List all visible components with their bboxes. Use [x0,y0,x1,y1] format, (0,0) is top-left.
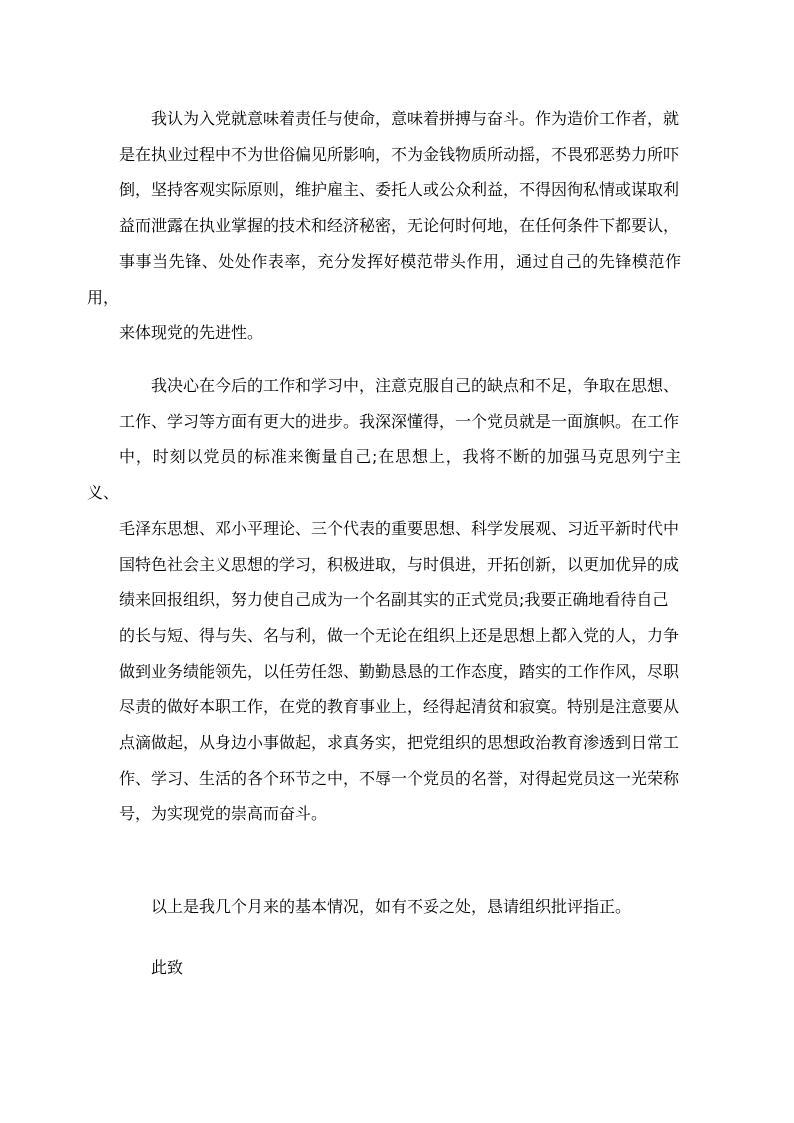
text-line: 中，时刻以党员的标准来衡量自己;在思想上，我将不断的加强马克思列宁主义、 [87,447,681,503]
text-line: 国特色社会主义思想的学习，积极进取，与时俱进，开拓创新，以更加优异的成 [119,554,680,574]
text-line: 益而泄露在执业掌握的技术和经济秘密，无论何时何地，在任何条件下都要认， [119,216,680,236]
text-line: 绩来回报组织，努力使自己成为一个名副其实的正式党员;我要正确地看待自己 [119,590,669,610]
paragraph-1 [87,101,681,351]
text-line: 作、学习、生活的各个环节之中，不辱一个党员的名誉，对得起党员这一光荣称 [119,768,680,788]
text-line: 号，为实现党的崇高而奋斗。 [119,804,328,824]
paragraph-3 [119,889,681,925]
text-line: 来体现党的先进性。 [119,323,264,343]
text-line: 的长与短、得与失、名与利，做一个无论在组织上还是思想上都入党的人，力争 [119,625,680,645]
text-line: 做到业务绩能领先，以任劳任怨、勤勤恳恳的工作态度，踏实的工作作风，尽职 [119,661,680,681]
text-line: 尽责的做好本职工作，在党的教育事业上，经得起清贫和寂寞。特别是注意要从 [119,697,680,717]
text-line: 毛泽东思想、邓小平理论、三个代表的重要思想、科学发展观、习近平新时代中 [119,518,680,538]
closing-salutation [119,950,681,986]
text-line: 是在执业过程中不为世俗偏见所影响，不为金钱物质所动摇，不畏邪恶势力所吓 [119,144,680,164]
paragraph-2 [87,368,681,832]
text-line: 倒，坚持客观实际原则，维护雇主、委托人或公众利益，不得因徇私情或谋取利 [119,180,680,200]
text-line: 以上是我几个月来的基本情况，如有不妥之处，恳请组织批评指正。 [151,897,632,916]
paragraph-text [119,889,681,925]
text-line: 我决心在今后的工作和学习中，注意克服自己的缺点和不足，争取在思想、 [151,376,680,395]
text-line: 事事当先锋、处处作表率，充分发挥好模范带头作用，通过自己的先锋模范作用， [87,251,681,307]
text-line: 工作、学习等方面有更大的进步。我深深懂得，一个党员就是一面旗帜。在工作 [119,411,680,431]
paragraph-text [87,368,681,832]
paragraph-text [119,950,681,986]
paragraph-text [87,101,681,351]
text-line: 点滴做起，从身边小事做起，求真务实，把党组织的思想政治教育渗透到日常工 [119,733,680,753]
text-line: 此致 [151,958,184,977]
text-line: 我认为入党就意味着责任与使命，意味着拼搏与奋斗。作为造价工作者，就 [151,109,680,128]
